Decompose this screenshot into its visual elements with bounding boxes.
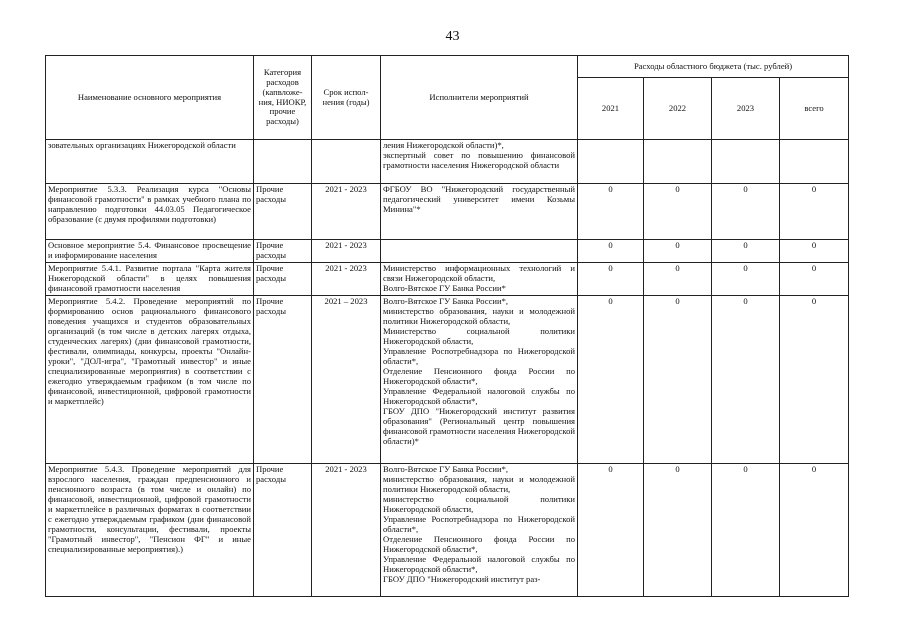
row-name: Мероприятие 5.4.1. Развитие портала "Карта жителя Нижегородской области" в целях повышения финансовой грамотности населения bbox=[46, 263, 254, 296]
row-value-2022: 0 bbox=[644, 240, 712, 263]
row-value-2023: 0 bbox=[712, 296, 780, 464]
row-value-2021: 0 bbox=[578, 464, 644, 597]
row-value-2021 bbox=[578, 140, 644, 184]
table-row bbox=[46, 464, 849, 597]
row-period: 2021 - 2023 bbox=[312, 464, 381, 597]
header-period: Срок испол-нения (годы) bbox=[312, 56, 381, 140]
row-executors: Министерство информационных технологий и связи Нижегородской области, Волго-Вятское ГУ Банка России* bbox=[381, 263, 578, 296]
row-value-2021: 0 bbox=[578, 296, 644, 464]
page-number: 43 bbox=[445, 29, 460, 44]
header-budget: Расходы областного бюджета (тыс. рублей) bbox=[578, 56, 849, 78]
row-name: Мероприятие 5.3.3. Реализация курса "Основы финансовой грамотности" в рамках учебного плана по направлению подготовки 44.03.05 Педагогическое образование (с двумя профилями подготовки) bbox=[46, 184, 254, 240]
row-value-total bbox=[780, 140, 849, 184]
row-category: Прочие расходы bbox=[254, 296, 312, 464]
row-name: зовательных организациях Нижегородской области bbox=[46, 140, 254, 184]
row-category: Прочие расходы bbox=[254, 240, 312, 263]
row-category: Прочие расходы bbox=[254, 263, 312, 296]
row-executors: ления Нижегородской области)*, экспертный совет по повышению финансовой грамотности населения Нижегородской области bbox=[381, 140, 578, 184]
header-year-2023: 2023 bbox=[712, 78, 780, 140]
header-year-2021: 2021 bbox=[578, 78, 644, 140]
row-name: Основное мероприятие 5.4. Финансовое просвещение и информирование населения bbox=[46, 240, 254, 263]
row-value-total: 0 bbox=[780, 263, 849, 296]
row-value-total: 0 bbox=[780, 240, 849, 263]
row-value-2022 bbox=[644, 140, 712, 184]
table-row bbox=[46, 296, 849, 464]
row-category: Прочие расходы bbox=[254, 464, 312, 597]
row-executors: Волго-Вятское ГУ Банка России*, министерство образования, науки и молодежной политики Нижегородской области, Министерство социальной политики Нижегородской области, Управление Роспотребнадзора по Нижегородской области*, Отделение Пенсионного фонда России по Нижегородской области*, Управление Федеральной налоговой службы по Нижегородской области*, ГБОУ ДПО "Нижегородский институт развития образования" (Региональный центр повышения финансовой грамотности населения Нижегородской области)* bbox=[381, 296, 578, 464]
row-value-2023: 0 bbox=[712, 464, 780, 597]
row-value-2023: 0 bbox=[712, 240, 780, 263]
row-period: 2021 - 2023 bbox=[312, 240, 381, 263]
header-executors: Исполнители мероприятий bbox=[381, 56, 578, 140]
header-total: всего bbox=[780, 78, 849, 140]
row-category: Прочие расходы bbox=[254, 184, 312, 240]
row-name: Мероприятие 5.4.2. Проведение мероприятий по формированию основ рационального финансового поведения учащихся и студентов образовательных организаций (в том числе в детских лагерях отдыха, студенческих лагерях) (дни финансовой грамотности, фестивали, олимпиады, конкурсы, проекты "Онлайн-уроки", "ДОЛ-игра", "Грамотный инвестор" и иные специализированные мероприятия) в соответствии с ежегодно утверждаемым графиком (в том числе по финансовой, инвестиционной, цифровой грамотности и маркетплейс) bbox=[46, 296, 254, 464]
row-value-2023: 0 bbox=[712, 263, 780, 296]
row-value-2022: 0 bbox=[644, 464, 712, 597]
row-value-2021: 0 bbox=[578, 263, 644, 296]
row-period: 2021 – 2023 bbox=[312, 296, 381, 464]
row-value-total: 0 bbox=[780, 296, 849, 464]
row-value-2023 bbox=[712, 140, 780, 184]
row-value-2021: 0 bbox=[578, 240, 644, 263]
row-period: 2021 - 2023 bbox=[312, 184, 381, 240]
row-period bbox=[312, 140, 381, 184]
row-executors: ФГБОУ ВО "Нижегородский государственный педагогический университет имени Козьмы Минина"* bbox=[381, 184, 578, 240]
row-category bbox=[254, 140, 312, 184]
row-period: 2021 - 2023 bbox=[312, 263, 381, 296]
header-category: Категория расходов (капвложе-ния, НИОКР, прочие расходы) bbox=[254, 56, 312, 140]
row-value-2022: 0 bbox=[644, 296, 712, 464]
row-value-2023: 0 bbox=[712, 184, 780, 240]
row-executors bbox=[381, 240, 578, 263]
row-name: Мероприятие 5.4.3. Проведение мероприятий для взрослого населения, граждан предпенсионного и пенсионного возраста (в том числе и онлайн) по финансовой, инвестиционной, цифровой грамотности и маркетплейсе в различных форматах в соответствии с ежегодно утверждаемым графиком (дни финансовой грамотности, консультации, фестивали, проекты "Грамотный инвестор", "Пенсион ФГ" и иные специализированные мероприятия).) bbox=[46, 464, 254, 597]
row-value-total: 0 bbox=[780, 464, 849, 597]
row-executors: Волго-Вятское ГУ Банка России*, министерство образования, науки и молодежной политики Нижегородской области, министерство социальной политики Нижегородской области, Управление Роспотребнадзора по Нижегородской области*, Отделение Пенсионного фонда России по Нижегородской области*, Управление Федеральной налоговой службы по Нижегородской области*, ГБОУ ДПО "Нижегородский институт раз- bbox=[381, 464, 578, 597]
table-row bbox=[46, 263, 849, 296]
row-value-2022: 0 bbox=[644, 263, 712, 296]
header-name: Наименование основного мероприятия bbox=[46, 56, 254, 140]
table-row bbox=[46, 140, 849, 184]
table-row bbox=[46, 184, 849, 240]
table-row bbox=[46, 240, 849, 263]
row-value-total: 0 bbox=[780, 184, 849, 240]
expenses-table bbox=[45, 55, 849, 597]
row-value-2021: 0 bbox=[578, 184, 644, 240]
row-value-2022: 0 bbox=[644, 184, 712, 240]
header-year-2022: 2022 bbox=[644, 78, 712, 140]
